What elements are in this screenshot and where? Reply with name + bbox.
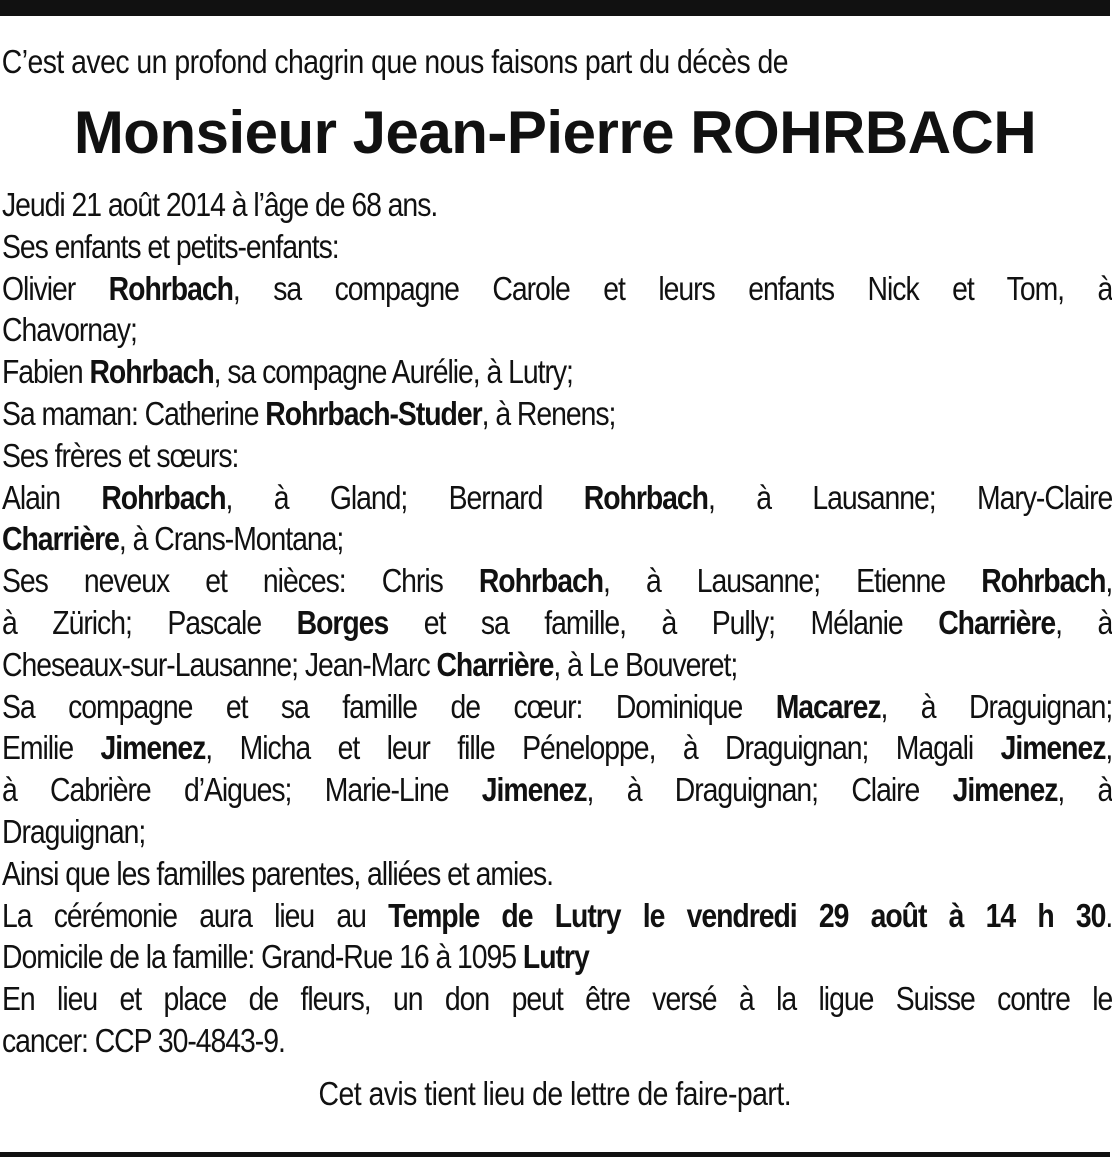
date-age-line: Jeudi 21 août 2014 à l’âge de 68 ans. [2,186,438,223]
siblings-heading: Ses frères et sœurs: [2,436,239,474]
bottom-rule [0,1152,1110,1157]
family-line: Cheseaux-sur-Lausanne; Jean-Marc Charrière, à Le Bouveret; [2,645,738,683]
family-line: Charrière, à Crans-Montana; [2,520,344,558]
closing-text: Cet avis tient lieu de lettre de faire-part. [318,1074,792,1112]
family-line: Sa maman: Catherine Rohrbach-Studer, à Renens; [2,394,616,432]
children-heading: Ses enfants et petits-enfants: [2,227,339,265]
donation-line: cancer: CCP 30-4843-9. [2,1021,285,1059]
deceased-name: Monsieur Jean-Pierre ROHRBACH [73,99,1037,166]
family-line: Draguignan; [2,812,146,850]
family-line: Fabien Rohrbach, sa compagne Aurélie, à Lutry; [2,353,573,391]
family-line: Sa compagne et sa famille de cœur: Dominique Macarez, à Draguignan; [2,687,1112,725]
family-line: à Zürich; Pascale Borges et sa famille, à Pully; Mélanie Charrière, à [2,603,1112,641]
donation-line: En lieu et place de fleurs, un don peut être versé à la ligue Suisse contre le [2,980,1112,1018]
family-line: Emilie Jimenez, Micha et leur fille Péneloppe, à Draguignan; Magali Jimenez, [2,729,1112,767]
domicile-line: Domicile de la famille: Grand-Rue 16 à 1095 Lutry [2,938,589,976]
family-line: Chavornay; [2,311,137,349]
obituary-body [0,184,1110,1062]
family-line: Olivier Rohrbach, sa compagne Carole et leurs enfants Nick et Tom, à [2,269,1112,307]
family-line: Ses neveux et nièces: Chris Rohrbach, à Lausanne; Etienne Rohrbach, [2,562,1112,600]
ceremony-line: La cérémonie aura lieu au Temple de Lutry le vendredi 29 août à 14 h 30. [2,896,1112,934]
obituary-notice [0,36,1110,1118]
families-line: Ainsi que les familles parentes, alliées et amies. [2,854,553,892]
family-line: Alain Rohrbach, à Gland; Bernard Rohrbach, à Lausanne; Mary-Claire [2,478,1112,516]
intro-text: C’est avec un profond chagrin que nous faisons part du décès de [1,43,789,80]
family-line: à Cabrière d’Aigues; Marie-Line Jimenez, à Draguignan; Claire Jimenez, à [2,771,1112,809]
top-rule [0,0,1110,16]
